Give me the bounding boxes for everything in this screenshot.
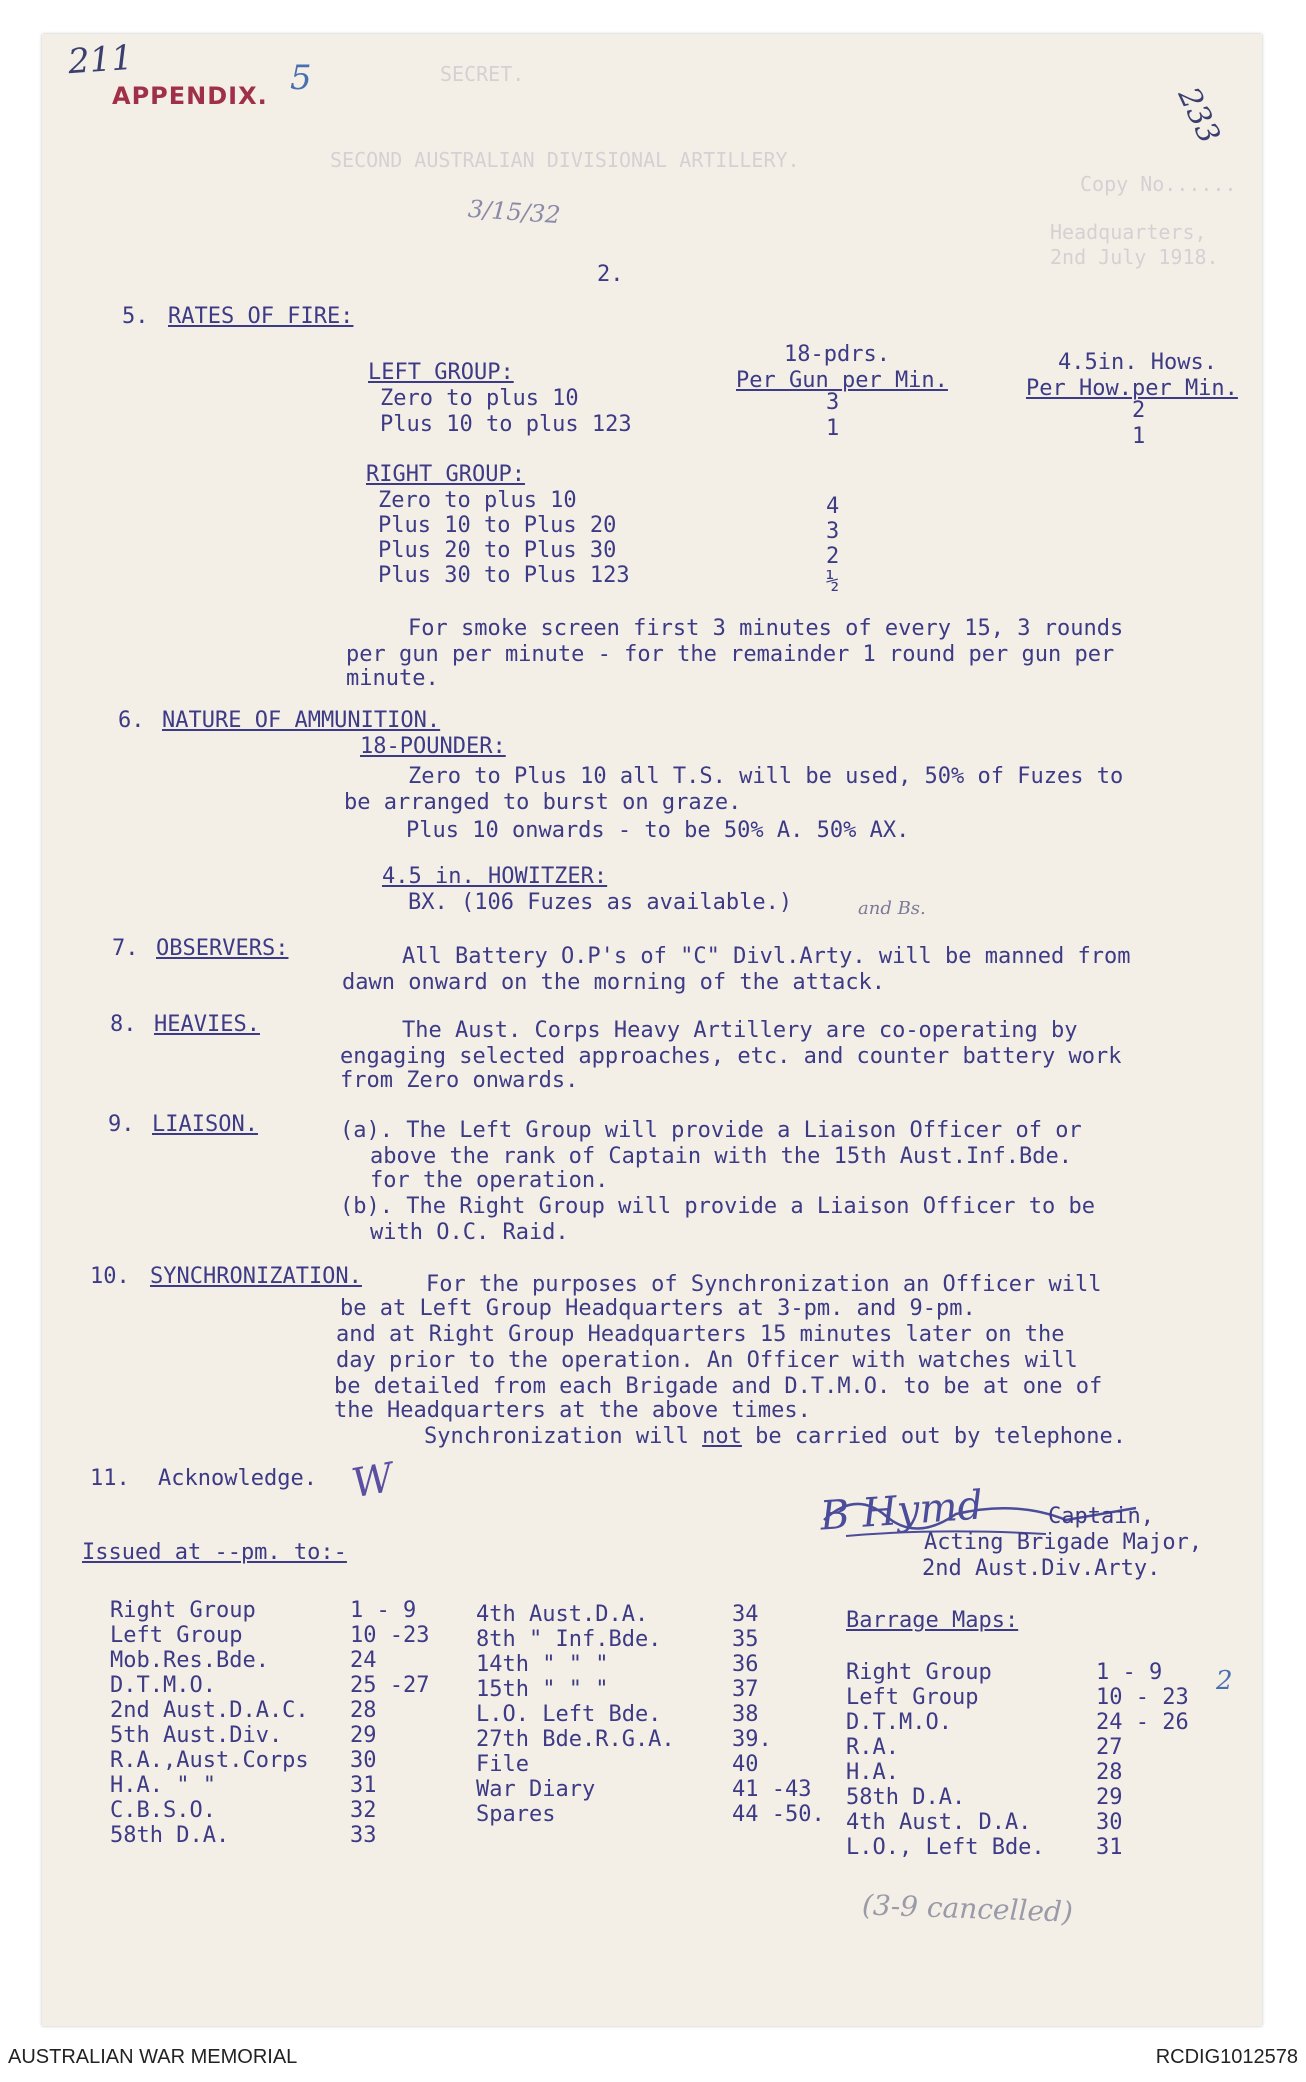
synchronization-text: be at Left Group Headquarters at 3-pm. and 9-pm. — [340, 1296, 976, 1321]
distribution-row — [846, 1710, 1206, 1735]
distribution-row — [110, 1673, 460, 1698]
copy-numbers: 37 — [732, 1677, 759, 1702]
recipient-name: 4th Aust.D.A. — [476, 1602, 649, 1627]
section-number: 8. — [110, 1012, 137, 1037]
copy-numbers: 30 — [350, 1748, 377, 1773]
copy-numbers: 44 -50. — [732, 1802, 825, 1827]
distribution-column-2 — [476, 1602, 842, 1827]
recipient-name: 58th D.A. — [110, 1823, 230, 1848]
recipient-name: 14th " " " — [476, 1652, 609, 1677]
acknowledge-text: Acknowledge. — [158, 1466, 317, 1491]
fire-rate-gun: 3 — [826, 519, 840, 544]
recipient-name: R.A. — [846, 1735, 899, 1760]
section-number: 11. — [90, 1466, 130, 1491]
stamp-numbers: 3/15/32 — [467, 194, 562, 230]
section-heading: LIAISON. — [152, 1112, 258, 1137]
copy-numbers: 40 — [732, 1752, 759, 1777]
liaison-text: for the operation. — [370, 1168, 609, 1193]
fire-rate-how: 1 — [1132, 424, 1146, 449]
section-heading: NATURE OF AMMUNITION. — [162, 708, 441, 733]
distribution-row — [110, 1723, 460, 1748]
bleed-through-text: 2nd July 1918. — [1050, 245, 1219, 269]
distribution-row — [476, 1752, 842, 1777]
recipient-name: Right Group — [110, 1598, 256, 1623]
heavies-text: engaging selected approaches, etc. and counter battery work — [340, 1044, 1122, 1069]
recipient-name: 2nd Aust.D.A.C. — [110, 1698, 309, 1723]
synchronization-text: For the purposes of Synchronization an Officer will — [426, 1272, 1102, 1297]
section-heading: OBSERVERS: — [156, 936, 289, 961]
fire-rate-gun: ½ — [826, 569, 840, 594]
distribution-row — [846, 1760, 1206, 1785]
recipient-name: C.B.S.O. — [110, 1798, 216, 1823]
copy-numbers: 30 — [1096, 1810, 1123, 1835]
signature-title: 2nd Aust.Div.Arty. — [922, 1556, 1161, 1581]
copy-numbers: 24 — [350, 1648, 377, 1673]
recipient-name: D.T.M.O. — [110, 1673, 216, 1698]
ammunition-text: Plus 10 onwards - to be 50% A. 50% AX. — [406, 818, 910, 843]
recipient-name: Spares — [476, 1802, 556, 1827]
column-heading: 18-pdrs. — [784, 342, 890, 367]
fire-rate-label: Plus 30 to Plus 123 — [378, 563, 630, 588]
cancelled-note: (3-9 cancelled) — [861, 1888, 1074, 1929]
copy-numbers: 1 - 9 — [350, 1598, 417, 1623]
recipient-name: H.A. — [846, 1760, 899, 1785]
barrage-maps-list — [846, 1660, 1206, 1860]
recipient-name: 15th " " " — [476, 1677, 609, 1702]
copy-numbers: 32 — [350, 1798, 377, 1823]
liaison-text: with O.C. Raid. — [370, 1220, 569, 1245]
copy-numbers: 36 — [732, 1652, 759, 1677]
ammunition-subheading: 4.5 in. HOWITZER: — [382, 864, 608, 889]
distribution-row — [110, 1823, 460, 1848]
copy-numbers: 29 — [1096, 1785, 1123, 1810]
liaison-text: (b). The Right Group will provide a Liaison Officer to be — [340, 1194, 1095, 1219]
distribution-row — [846, 1685, 1206, 1710]
folio-number-right: 233 — [1170, 82, 1227, 149]
recipient-name: File — [476, 1752, 529, 1777]
distribution-column-1 — [110, 1598, 460, 1848]
synchronization-text: Synchronization will — [424, 1424, 689, 1449]
copy-numbers: 34 — [732, 1602, 759, 1627]
column-subheading: Per How.per Min. — [1026, 376, 1238, 401]
recipient-name: 27th Bde.R.G.A. — [476, 1727, 675, 1752]
group-label: RIGHT GROUP: — [366, 462, 525, 487]
bleed-through-text: SECOND AUSTRALIAN DIVISIONAL ARTILLERY. — [330, 148, 800, 172]
recipient-name: R.A.,Aust.Corps — [110, 1748, 309, 1773]
observers-text: All Battery O.P's of "C" Divl.Arty. will be manned from — [402, 944, 1131, 969]
barrage-maps-heading: Barrage Maps: — [846, 1608, 1019, 1633]
copy-numbers: 31 — [1096, 1835, 1123, 1860]
observers-text: dawn onward on the morning of the attack. — [342, 970, 886, 995]
distribution-row — [110, 1623, 460, 1648]
ammunition-text: be arranged to burst on graze. — [344, 790, 742, 815]
synchronization-text: be detailed from each Brigade and D.T.M.O. to be at one of — [334, 1374, 1103, 1399]
fire-rate-label: Zero to plus 10 — [380, 386, 579, 411]
distribution-row — [110, 1773, 460, 1798]
appendix-stamp: APPENDIX. — [112, 82, 268, 110]
bleed-through-text: Copy No...... — [1080, 172, 1237, 196]
distribution-row — [110, 1698, 460, 1723]
section-number: 7. — [112, 936, 139, 961]
column-subheading: Per Gun per Min. — [736, 368, 948, 393]
liaison-text: above the rank of Captain with the 15th Aust.Inf.Bde. — [370, 1144, 1072, 1169]
footer-source: AUSTRALIAN WAR MEMORIAL — [8, 2046, 298, 2068]
copy-numbers: 33 — [350, 1823, 377, 1848]
section-number: 9. — [108, 1112, 135, 1137]
copy-numbers: 24 - 26 — [1096, 1710, 1189, 1735]
section-number: 5. — [122, 304, 149, 329]
recipient-name: Left Group — [110, 1623, 243, 1648]
distribution-row — [476, 1777, 842, 1802]
distribution-row — [846, 1735, 1206, 1760]
copy-numbers: 31 — [350, 1773, 377, 1798]
synchronization-text: be carried out by telephone. — [755, 1424, 1127, 1449]
section-heading: HEAVIES. — [154, 1012, 260, 1037]
distribution-row — [476, 1627, 842, 1652]
footer-id: RCDIG1012578 — [1155, 2046, 1298, 2068]
recipient-name: 5th Aust.Div. — [110, 1723, 283, 1748]
bleed-through-text: Headquarters, — [1050, 220, 1207, 244]
section-heading: SYNCHRONIZATION. — [150, 1264, 362, 1289]
distribution-row — [476, 1802, 842, 1827]
recipient-name: L.O., Left Bde. — [846, 1835, 1045, 1860]
liaison-text: (a). The Left Group will provide a Liaison Officer of or — [340, 1118, 1082, 1143]
heavies-text: The Aust. Corps Heavy Artillery are co-operating by — [402, 1018, 1078, 1043]
fire-rate-gun: 4 — [826, 494, 840, 519]
distribution-row — [110, 1798, 460, 1823]
recipient-name: Left Group — [846, 1685, 979, 1710]
distribution-row — [476, 1652, 842, 1677]
appendix-number: 5 — [290, 58, 312, 98]
folio-number: 211 — [66, 37, 135, 83]
bleed-through-text: SECRET. — [440, 62, 525, 86]
signature-title: Captain, — [1048, 1504, 1154, 1529]
fire-rate-label: Zero to plus 10 — [378, 488, 577, 513]
recipient-name: Right Group — [846, 1660, 992, 1685]
ammunition-text: BX. (106 Fuzes as available.) — [408, 890, 793, 915]
fire-rate-label: Plus 10 to plus 123 — [380, 412, 632, 437]
column-heading: 4.5in. Hows. — [1058, 350, 1217, 375]
distribution-row — [846, 1810, 1206, 1835]
copy-numbers: 29 — [350, 1723, 377, 1748]
copy-numbers: 35 — [732, 1627, 759, 1652]
fire-rate-label: Plus 10 to Plus 20 — [378, 513, 617, 538]
copy-numbers: 10 -23 — [350, 1623, 430, 1648]
fire-rate-gun: 3 — [826, 390, 840, 415]
issued-label: Issued at --pm. to:- — [82, 1540, 347, 1565]
distribution-row — [476, 1727, 842, 1752]
group-label: LEFT GROUP: — [368, 360, 514, 385]
signature: B Hymd — [818, 1482, 985, 1540]
synchronization-final-line — [424, 1424, 1126, 1449]
handwritten-mark: W — [348, 1454, 397, 1508]
heavies-text: from Zero onwards. — [340, 1068, 579, 1093]
distribution-row — [846, 1785, 1206, 1810]
smoke-screen-text: For smoke screen first 3 minutes of every 15, 3 rounds — [408, 616, 1124, 641]
copy-numbers: 39. — [732, 1727, 772, 1752]
smoke-screen-text: per gun per minute - for the remainder 1 round per gun per — [346, 642, 1115, 667]
synchronization-text: the Headquarters at the above times. — [334, 1398, 811, 1423]
emphasis-not: not — [702, 1424, 742, 1449]
recipient-name: 4th Aust. D.A. — [846, 1810, 1032, 1835]
copy-numbers: 25 -27 — [350, 1673, 430, 1698]
recipient-name: Mob.Res.Bde. — [110, 1648, 269, 1673]
recipient-name: D.T.M.O. — [846, 1710, 952, 1735]
page-number: 2. — [597, 262, 624, 287]
recipient-name: 58th D.A. — [846, 1785, 966, 1810]
recipient-name: H.A. " " — [110, 1773, 216, 1798]
distribution-row — [110, 1598, 460, 1623]
copy-numbers: 38 — [732, 1702, 759, 1727]
section-number: 10. — [90, 1264, 130, 1289]
copy-numbers: 28 — [1096, 1760, 1123, 1785]
recipient-name: L.O. Left Bde. — [476, 1702, 662, 1727]
ammunition-subheading: 18-POUNDER: — [360, 734, 506, 759]
synchronization-text: and at Right Group Headquarters 15 minutes later on the — [336, 1322, 1065, 1347]
copy-numbers: 1 - 9 — [1096, 1660, 1163, 1685]
distribution-row — [846, 1660, 1206, 1685]
copy-numbers: 28 — [350, 1698, 377, 1723]
handwritten-mark: 2 — [1216, 1666, 1233, 1696]
fire-rate-gun: 2 — [826, 544, 840, 569]
fire-rate-how: 2 — [1132, 398, 1146, 423]
fire-rate-gun: 1 — [826, 416, 840, 441]
section-number: 6. — [118, 708, 145, 733]
copy-numbers: 27 — [1096, 1735, 1123, 1760]
distribution-row — [110, 1748, 460, 1773]
section-heading: RATES OF FIRE: — [168, 304, 354, 329]
synchronization-text: day prior to the operation. An Officer with watches will — [336, 1348, 1078, 1373]
distribution-row — [110, 1648, 460, 1673]
smoke-screen-text: minute. — [346, 666, 439, 691]
distribution-row — [846, 1835, 1206, 1860]
fire-rate-label: Plus 20 to Plus 30 — [378, 538, 617, 563]
distribution-row — [476, 1677, 842, 1702]
recipient-name: War Diary — [476, 1777, 596, 1802]
ammunition-text: Zero to Plus 10 all T.S. will be used, 50% of Fuzes to — [408, 764, 1124, 789]
recipient-name: 8th " Inf.Bde. — [476, 1627, 662, 1652]
signature-title: Acting Brigade Major, — [924, 1530, 1203, 1555]
handwritten-insert: and Bs. — [858, 898, 926, 919]
copy-numbers: 10 - 23 — [1096, 1685, 1189, 1710]
distribution-row — [476, 1702, 842, 1727]
copy-numbers: 41 -43 — [732, 1777, 812, 1802]
distribution-row — [476, 1602, 842, 1627]
